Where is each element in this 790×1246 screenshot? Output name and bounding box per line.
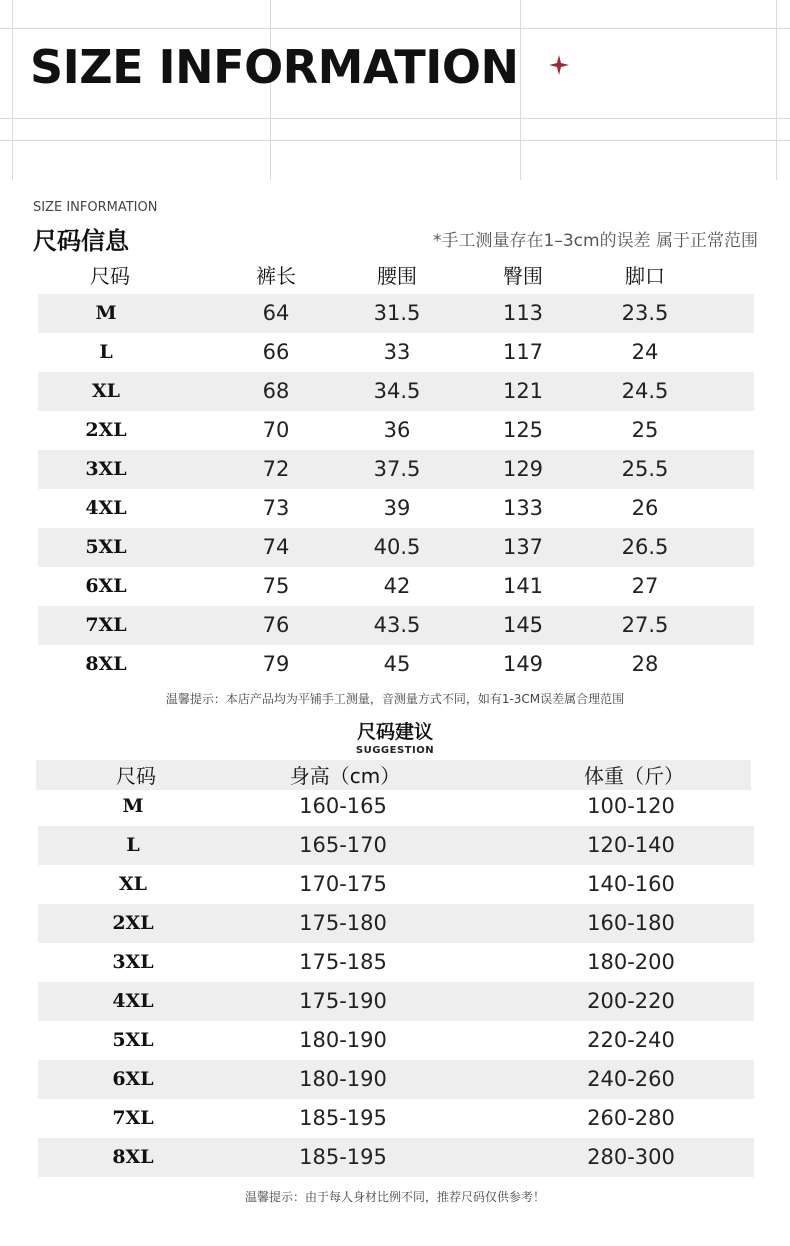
measurement-value: 74	[262, 535, 290, 559]
tip-measurement: 温馨提示：本店产品均为平铺手工测量，音测量方式不同，如有1-3CM误差属合理范围	[165, 692, 625, 706]
star-icon	[548, 54, 570, 76]
weight-range: 280-300	[587, 1145, 675, 1169]
measurement-value: 66	[262, 340, 290, 364]
measurement-value: 25.5	[621, 457, 669, 481]
size-label: 7XL	[112, 1107, 154, 1129]
section-title-cn: 尺码信息	[33, 227, 129, 255]
measurement-value: 141	[502, 574, 544, 598]
size-label: 4XL	[112, 990, 154, 1012]
measurement-value: 149	[502, 652, 544, 676]
measurement-value: 31.5	[373, 301, 421, 325]
measurement-value: 37.5	[373, 457, 421, 481]
size-label: 8XL	[85, 653, 127, 675]
measurement-value: 42	[383, 574, 411, 598]
measurement-value: 125	[502, 418, 544, 442]
measurement-value: 24	[631, 340, 659, 364]
size-label: 3XL	[112, 951, 154, 973]
measurement-value: 68	[262, 379, 290, 403]
measurement-value: 45	[383, 652, 411, 676]
column-header: 脚口	[625, 264, 665, 288]
size-label: 7XL	[85, 614, 127, 636]
measurement-value: 33	[383, 340, 411, 364]
height-range: 185-195	[299, 1145, 387, 1169]
measurement-value: 34.5	[373, 379, 421, 403]
column-header: 裤长	[256, 264, 296, 288]
height-range: 180-190	[299, 1028, 387, 1052]
measurement-value: 26.5	[621, 535, 669, 559]
grid-line	[520, 0, 521, 180]
measurement-value: 75	[262, 574, 290, 598]
measurement-value: 24.5	[621, 379, 669, 403]
measurement-value: 117	[502, 340, 544, 364]
measurement-value: 25	[631, 418, 659, 442]
size-label: XL	[91, 380, 121, 402]
column-header: 尺码	[90, 264, 130, 288]
height-range: 175-185	[299, 950, 387, 974]
column-header: 体重（斤）	[584, 764, 684, 788]
weight-range: 220-240	[587, 1028, 675, 1052]
height-range: 165-170	[299, 833, 387, 857]
measurement-value: 121	[502, 379, 544, 403]
measurement-value: 129	[502, 457, 544, 481]
column-header: 臀围	[503, 264, 543, 288]
measurement-value: 27	[631, 574, 659, 598]
weight-range: 140-160	[587, 872, 675, 896]
section-subtitle-en: SIZE INFORMATION	[33, 200, 158, 215]
measurement-value: 73	[262, 496, 290, 520]
measurement-value: 27.5	[621, 613, 669, 637]
grid-line	[0, 28, 790, 29]
measurement-value: 26	[631, 496, 659, 520]
size-label: 6XL	[85, 575, 127, 597]
measurement-value: 40.5	[373, 535, 421, 559]
height-range: 160-165	[299, 794, 387, 818]
tip-suggestion: 温馨提示：由于每人身材比例不同，推荐尺码仅供参考！	[244, 1190, 545, 1204]
weight-range: 100-120	[587, 794, 675, 818]
measurement-value: 137	[502, 535, 544, 559]
measurement-value: 113	[502, 301, 544, 325]
measurement-value: 36	[383, 418, 411, 442]
column-header: 身高（cm）	[289, 764, 401, 788]
measurement-value: 64	[262, 301, 290, 325]
size-label: 2XL	[85, 419, 127, 441]
measurement-value: 133	[502, 496, 544, 520]
measurement-value: 79	[262, 652, 290, 676]
weight-range: 120-140	[587, 833, 675, 857]
height-range: 175-190	[299, 989, 387, 1013]
height-range: 180-190	[299, 1067, 387, 1091]
suggestion-subtitle: SUGGESTION	[355, 745, 435, 756]
height-range: 185-195	[299, 1106, 387, 1130]
suggestion-title: 尺码建议	[356, 721, 433, 743]
measure-note: *手工测量存在1–3cm的误差 属于正常范围	[433, 231, 758, 251]
measurement-value: 39	[383, 496, 411, 520]
weight-range: 200-220	[587, 989, 675, 1013]
grid-line	[0, 118, 790, 119]
weight-range: 180-200	[587, 950, 675, 974]
size-label: L	[99, 341, 113, 363]
size-label: 2XL	[112, 912, 154, 934]
height-range: 175-180	[299, 911, 387, 935]
grid-line	[0, 140, 790, 141]
weight-range: 160-180	[587, 911, 675, 935]
size-label: M	[122, 795, 144, 817]
grid-line	[12, 0, 13, 180]
measurement-value: 72	[262, 457, 290, 481]
size-label: 5XL	[85, 536, 127, 558]
size-label: 6XL	[112, 1068, 154, 1090]
measurement-value: 76	[262, 613, 290, 637]
size-label: L	[126, 834, 140, 856]
weight-range: 260-280	[587, 1106, 675, 1130]
weight-range: 240-260	[587, 1067, 675, 1091]
measurement-value: 145	[502, 613, 544, 637]
measurement-value: 23.5	[621, 301, 669, 325]
column-header: 腰围	[377, 264, 417, 288]
page-title: SIZE INFORMATION	[30, 40, 519, 94]
height-range: 170-175	[299, 872, 387, 896]
size-label: 5XL	[112, 1029, 154, 1051]
size-label: 3XL	[85, 458, 127, 480]
size-label: M	[95, 302, 117, 324]
size-label: 8XL	[112, 1146, 154, 1168]
grid-line	[776, 0, 777, 180]
size-label: XL	[118, 873, 148, 895]
measurement-value: 70	[262, 418, 290, 442]
measurement-value: 43.5	[373, 613, 421, 637]
column-header: 尺码	[116, 764, 156, 788]
measurement-value: 28	[631, 652, 659, 676]
size-label: 4XL	[85, 497, 127, 519]
